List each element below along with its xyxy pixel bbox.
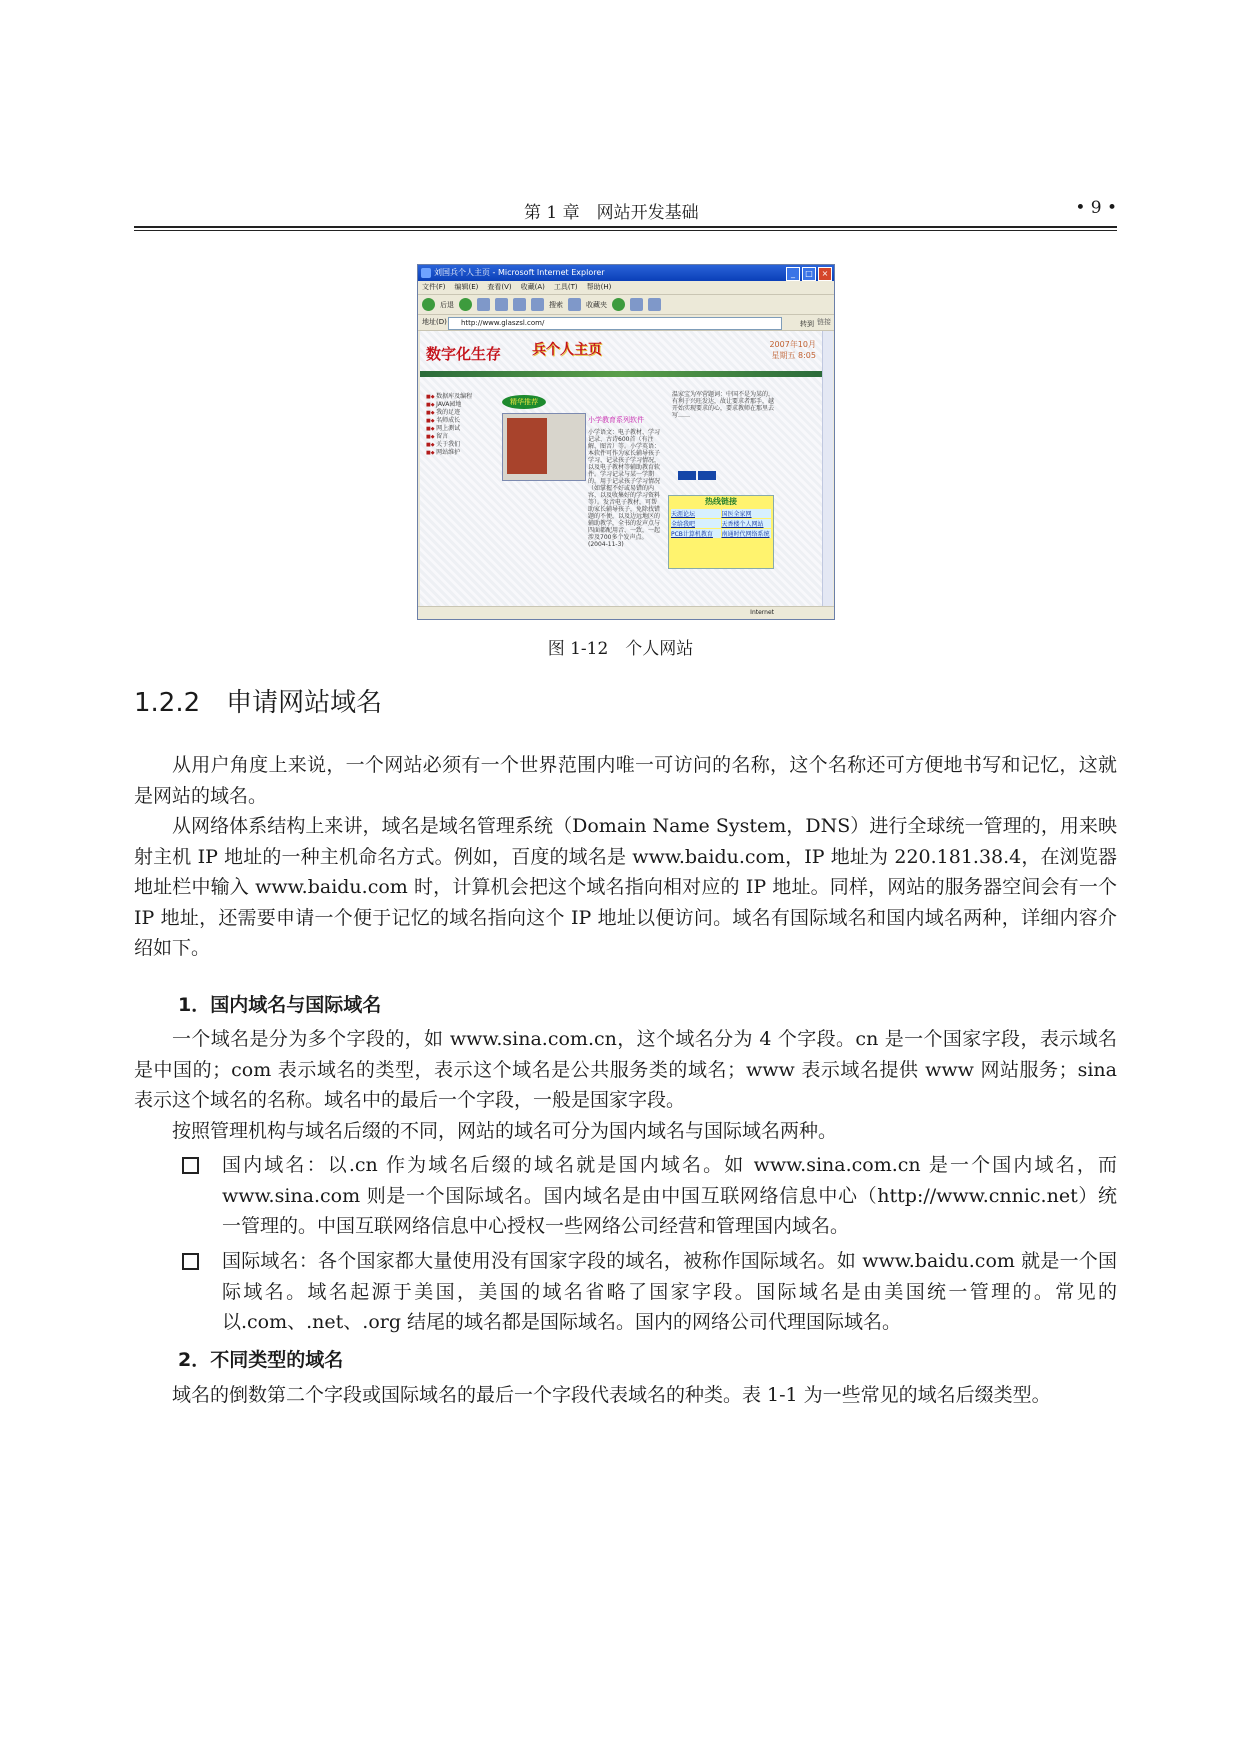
hot-links-grid (669, 507, 773, 540)
menu-favorites: 收藏(A) (520, 283, 545, 291)
site-date (769, 339, 816, 361)
side-nav-item: ■◆ JAVA园地 (426, 401, 472, 409)
site-featured-badge: 精华推荐 (502, 395, 546, 409)
ie-address-bar (418, 315, 834, 331)
address-field: http://www.glaszsl.com/ (448, 317, 782, 330)
ie-window-title: 刘国兵个人主页 - Microsoft Internet Explorer (434, 268, 605, 277)
close-icon: × (818, 267, 832, 281)
subsection-heading: 2．不同类型的域名 (178, 1349, 344, 1371)
status-zone: Internet (750, 609, 774, 616)
search-icon (531, 298, 544, 311)
menu-tools: 工具(T) (553, 283, 578, 291)
site-software-text (502, 429, 662, 548)
side-nav-item: ■◆ 关于我们 (426, 441, 472, 449)
site-side-nav (426, 393, 472, 457)
section-number: 1.2.2 (134, 688, 201, 718)
paragraph: 按照管理机构与域名后缀的不同，网站的域名可分为国内域名与国际域名两种。 (172, 1120, 838, 1142)
chapter-title: 第 1 章 网站开发基础 (524, 203, 699, 223)
ie-scrollbar (822, 331, 833, 606)
site-news-text: 温家宝为军营题词：中国不是为某的，有利于兴旺发达，故让要求者那手，越开始实现要求的心，要求教师在那里去写…… (672, 391, 775, 419)
media-icon (612, 298, 625, 311)
favorites-label: 收藏夹 (586, 300, 607, 309)
hot-link: 全给我吧 (671, 519, 721, 528)
header-rule-thin (134, 230, 1117, 231)
figure-caption: 图 1-12 个人网站 (547, 639, 694, 659)
home-icon (513, 298, 526, 311)
links-label: 链接 (817, 318, 831, 326)
site-software-body: 小学语文：电子教材、学习记录、古诗600首（有注解、图音）等。小学英语：本软件可作为家长辅导孩子学习、记录孩子学习情况，以及电子教材等辅助教育软件。学习记录与某一学期的，用于记录孩子学习情况（如掌握不好或易错的内容、以及收集好的学习资料等）。发音电子教材，可帮助家长辅导孩子，免除找错题的不便，以及边远地区的辅助教学，全书的发声点与四面都配用音、一致，一起涉及700多个发声点。(2004-11-3) (588, 429, 661, 548)
section-title: 申请网站域名 (226, 688, 383, 718)
paragraph: 域名的倒数第二个字段或国际域名的最后一个字段代表域名的种类。表 1-1 为一些常见的域名后缀类型。 (172, 1384, 1051, 1406)
hot-link: 天香楼个人网站 (722, 519, 772, 528)
mail-icon (630, 298, 643, 311)
header-rule (134, 226, 1117, 228)
go-button: 转到 (800, 320, 814, 328)
menu-edit: 编辑(E) (454, 283, 479, 291)
stop-icon (477, 298, 490, 311)
paragraph: 从网络体系结构上来讲，域名是域名管理系统（Domain Name System，DNS）进行全球统一管理的，用来映射主机 IP 地址的一种主机命名方式。例如，百度的域名是 www.baidu.com，IP 地址为 220.181.38.4，在浏览器地址栏中输入 www.baidu.com 时，计算机会把这个域名指向相对应的 IP 地址。同样，网站的服务器空间会有一个 IP 地址，还需要申请一个便于记忆的域名指向这个 IP 地址以便访问。域名有国际域名和国内域名两种，详细内容介绍如下。 (134, 815, 1117, 959)
site-software-title: 小学教育系列软件 (588, 416, 644, 424)
menu-view: 查看(V) (487, 283, 512, 291)
side-nav-item: ■◆ 留言 (426, 433, 472, 441)
site-hot-links (668, 495, 774, 569)
running-header (134, 196, 1117, 226)
favorites-icon (568, 298, 581, 311)
site-logo: 数字化生存 (426, 345, 502, 363)
site-date-line: 2007年10月 (769, 340, 816, 349)
list-item-text: 国内域名：以.cn 作为域名后缀的域名就是国内域名。如 www.sina.com.cn 是一个国内域名，而 www.sina.com 则是一个国际域名。国内域名是由中国互联网络信息中心（http://www.cnnic.net）统一管理的。中国互联网络信息中心授权一些网络公司经营和管理国内域名。 (222, 1154, 1117, 1237)
site-date-weekday: 星期五 8:05 (771, 351, 816, 360)
hot-links-title: 热线链接 (705, 497, 737, 506)
menu-help: 帮助(H) (586, 283, 612, 291)
list-item (178, 1246, 1117, 1338)
print-icon (648, 298, 661, 311)
hot-link: PCB计算机教育 (671, 529, 721, 538)
ie-toolbar (418, 295, 834, 315)
side-nav-item: ■◆ 我的足迹 (426, 409, 472, 417)
site-button (698, 471, 716, 480)
ie-page-view (420, 331, 822, 606)
menu-file: 文件(F) (422, 283, 446, 291)
paragraph: 从用户角度上来说，一个网站必须有一个世界范围内唯一可访问的名称，这个名称还可方便地书写和记忆，这就是网站的域名。 (134, 754, 1117, 807)
search-label: 搜索 (549, 300, 563, 309)
forward-icon (459, 298, 472, 311)
maximize-icon: □ (802, 267, 816, 281)
side-nav-item: ■◆ 名师成长 (426, 417, 472, 425)
paragraph: 一个域名是分为多个字段的，如 www.sina.com.cn，这个域名分为 4 个字段。cn 是一个国家字段，表示域名是中国的；com 表示域名的类型，表示这个域名是公共服务类的域名；www 表示域名提供 www 网站服务；sina 表示这个域名的名称。域名中的最后一个字段，一般是国家字段。 (134, 1028, 1117, 1111)
site-buttons (678, 471, 716, 480)
site-button (678, 471, 696, 480)
checkbox-bullet-icon (182, 1253, 199, 1270)
subsection-heading: 1．国内域名与国际域名 (178, 994, 382, 1016)
section-heading (134, 682, 382, 719)
hot-link: 天涯论坛 (671, 509, 721, 518)
list-item (178, 1150, 1117, 1242)
ie-menu-bar (418, 281, 834, 295)
refresh-icon (495, 298, 508, 311)
ie-logo-icon (421, 268, 431, 278)
site-logo-title: 兵个人主页 (532, 342, 602, 358)
side-nav-item: ■◆ 网站维护 (426, 449, 472, 457)
page-number: • 9 • (1075, 198, 1117, 218)
figure-ie-screenshot (417, 264, 835, 620)
back-icon (422, 298, 435, 311)
list-item-text: 国际域名：各个国家都大量使用没有国家字段的域名，被称作国际域名。如 www.baidu.com 就是一个国际域名。域名起源于美国，美国的域名省略了国家字段。国际域名是由美国统一管理的。常见的以.com、.net、.org 结尾的域名都是国际域名。国内的网络公司代理国际域名。 (222, 1250, 1117, 1333)
minimize-icon: _ (786, 267, 800, 281)
ie-status-bar (418, 606, 834, 619)
side-nav-item: ■◆ 网上测试 (426, 425, 472, 433)
hot-link: 国医全家网 (722, 509, 772, 518)
checkbox-bullet-icon (182, 1157, 199, 1174)
site-nav-bar (420, 371, 822, 377)
side-nav-item: ■◆ 数据库及编程 (426, 393, 472, 401)
ie-window-controls (786, 267, 832, 281)
address-label: 地址(D) (422, 318, 447, 326)
hot-link: 南通时代网络系统 (721, 531, 770, 538)
back-label: 后退 (440, 300, 454, 309)
ie-title-bar (418, 265, 834, 281)
